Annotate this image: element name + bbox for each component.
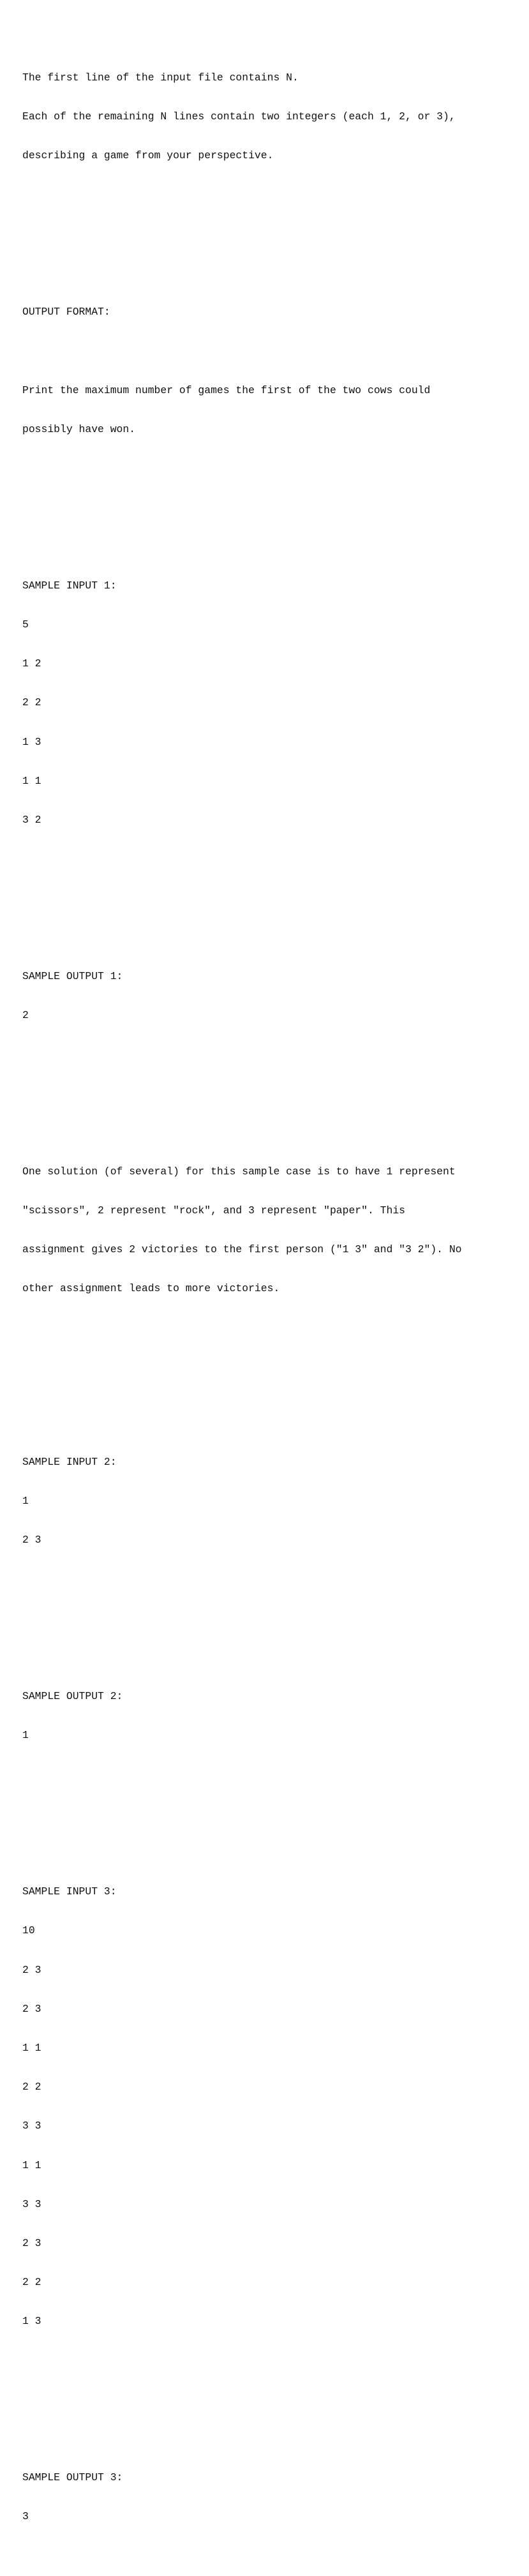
sample-input-3-section	[22, 1859, 520, 2354]
output-format-section	[22, 280, 520, 462]
spacer	[22, 1612, 520, 1625]
sample-line: 2 2	[22, 2081, 41, 2093]
sample-output-3-section	[22, 2445, 520, 2549]
sample-line: 1 3	[22, 735, 41, 748]
sample-line: 1 1	[22, 774, 41, 787]
sample-line: 10	[22, 1924, 35, 1937]
section-heading: SAMPLE OUTPUT 1:	[22, 970, 123, 982]
text-line: One solution (of several) for this sample case is to have 1 represent	[22, 1165, 456, 1178]
section-heading: SAMPLE INPUT 3:	[22, 1885, 117, 1898]
sample-line: 2 2	[22, 696, 41, 709]
sample-line: 2 3	[22, 1963, 41, 1976]
spacer	[22, 345, 520, 357]
text-line: Each of the remaining N lines contain two integers (each 1, 2, or 3),	[22, 110, 456, 123]
sample-line: 5	[22, 618, 29, 631]
sample-line: 2 3	[22, 2002, 41, 2015]
text-line: The first line of the input file contains N.	[22, 71, 299, 84]
input-format-section	[22, 45, 520, 188]
text-line: "scissors", 2 represent "rock", and 3 represent "paper". This	[22, 1204, 405, 1217]
sample-line: 3 3	[22, 2198, 41, 2210]
sample-line: 1	[22, 1495, 29, 1508]
sample-line: 1 1	[22, 2159, 41, 2171]
text-line: describing a game from your perspective.	[22, 149, 274, 162]
spacer	[22, 228, 520, 241]
sample-line: 2 2	[22, 2276, 41, 2289]
section-heading: SAMPLE OUTPUT 3:	[22, 2471, 123, 2484]
sample-line: 2 3	[22, 2237, 41, 2250]
sample-line: 1 1	[22, 2042, 41, 2055]
sample-line: 3	[22, 2510, 29, 2523]
text-line: possibly have won.	[22, 423, 136, 435]
sample-line: 3 3	[22, 2120, 41, 2132]
spacer	[22, 1361, 520, 1391]
text-line: other assignment leads to more victories.	[22, 1282, 280, 1295]
spacer	[22, 1808, 520, 1820]
spacer	[22, 892, 520, 904]
problem-statement	[22, 6, 520, 2576]
section-heading: OUTPUT FORMAT:	[22, 306, 110, 318]
section-heading: SAMPLE INPUT 1:	[22, 579, 117, 592]
sample-line: 1	[22, 1729, 29, 1742]
section-heading: SAMPLE OUTPUT 2:	[22, 1690, 123, 1703]
sample-line: 2 3	[22, 1534, 41, 1546]
sample-line: 3 2	[22, 813, 41, 826]
sample-output-1-section	[22, 944, 520, 1048]
sample-line: 1 3	[22, 2315, 41, 2328]
spacer	[22, 2393, 520, 2406]
section-heading: SAMPLE INPUT 2:	[22, 1455, 117, 1468]
explanation-section	[22, 1139, 520, 1322]
sample-line: 1 2	[22, 657, 41, 670]
sample-output-2-section	[22, 1664, 520, 1768]
text-line: Print the maximum number of games the first of the two cows could	[22, 384, 431, 396]
spacer	[22, 501, 520, 514]
sample-line: 2	[22, 1009, 29, 1021]
sample-input-2-section	[22, 1430, 520, 1573]
sample-input-1-section	[22, 553, 520, 853]
text-line: assignment gives 2 victories to the first person ("1 3" and "3 2"). No	[22, 1243, 462, 1256]
spacer	[22, 1087, 520, 1100]
